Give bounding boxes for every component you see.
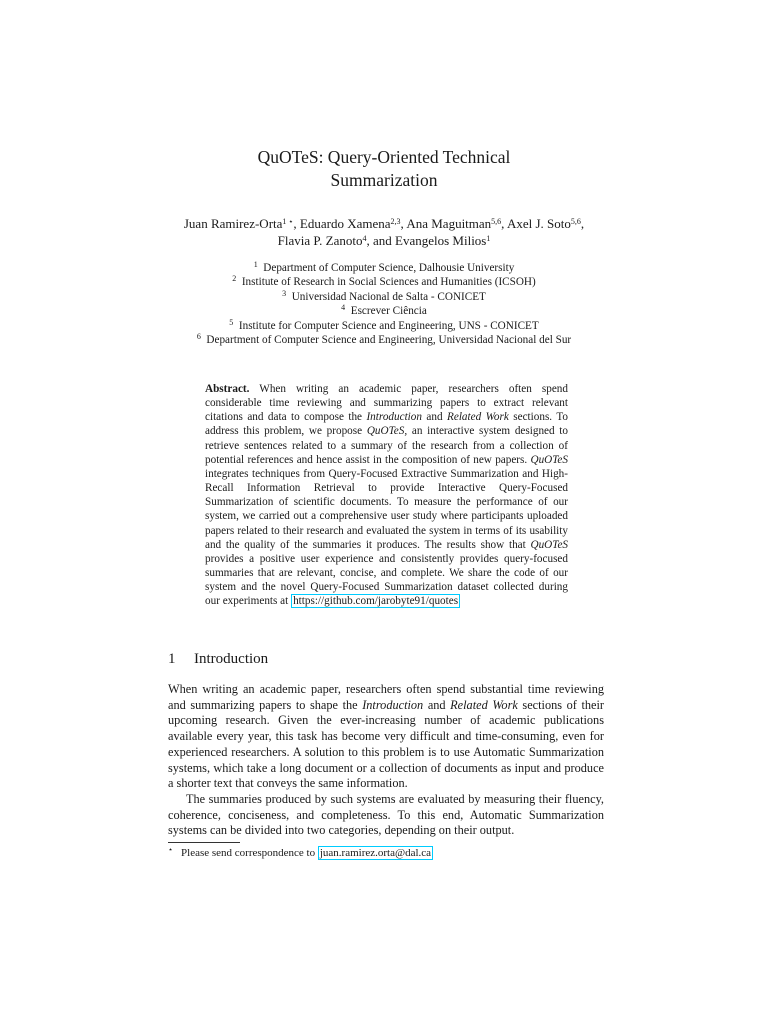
footnote (168, 846, 433, 860)
author-name: Eduardo Xamena (299, 216, 391, 231)
title-line-1: QuOTeS: Query-Oriented Technical (257, 147, 511, 167)
section-heading-introduction (168, 649, 268, 669)
affiliation-list (120, 261, 648, 347)
author-name: Flavia P. Zanoto (277, 233, 363, 248)
author-affil-sup: 1 (486, 234, 491, 243)
affiliation-item: $^6$ Department of Computer Science and Engineering, Universidad Nacional del Sur (196, 332, 572, 347)
abstract: Abstract. When writing an academic paper, researchers often spend considerable time reviewing and summarizing papers to extract relevant citations and data to compose the Introduction and Related Work sections. To address this problem, we propose QuOTeS, an interactive system designed to retrieve sentences related to a summary of the research from a collection of potential references and hence assist in the composition of new papers. QuOTeS integrates techniques from Query-Focused Extractive Summarization and High-Recall Information Retrieval to provide Interactive Query-Focused Summarization of scientific documents. To measure the performance of our system, we carried out a comprehensive user study where participants uploaded papers related to their research and evaluated the system in terms of its usability and the quality of the summaries it produces. The results show that QuOTeS provides a positive user experience and consistently provides query-focused summaries that are relevant, concise, and complete. We share the code of our system and the novel Query-Focused Summarization dataset collected during our experiments at https://github.com/jarobyte91/quotes (205, 383, 569, 608)
author-list (160, 215, 608, 249)
author-line-1: Juan Ramirez-Orta$^{1 ⋆}$, Eduardo Xamena$^{2,3}$, Ana Maguitman$^{5,6}$, Axel J. Soto$^{5,6}$, (183, 216, 585, 231)
affiliation-item: $^3$ Universidad Nacional de Salta - CONICET (282, 288, 486, 303)
author-connector: and (372, 233, 392, 248)
affiliation-item: $^1$ Department of Computer Science, Dalhousie University (253, 260, 515, 274)
section-number: 1 (168, 651, 176, 667)
affiliation-item: $^5$ Institute for Computer Science and Engineering, UNS - CONICET (229, 317, 539, 332)
author-name: Juan Ramirez-Orta (183, 216, 283, 231)
author-line-2: Flavia P. Zanoto$^4$, and Evangelos Milios$^1$ (277, 233, 491, 248)
paragraph: The summaries produced by such systems are evaluated by measuring their fluency, coherence, conciseness, and completeness. To this end, Automatic Summarization systems can be divided into two categories, depending on their output. (168, 791, 604, 838)
corresponding-marker: ⋆ (288, 217, 294, 226)
email-link[interactable]: juan.ramirez.orta@dal.ca (319, 847, 432, 859)
title-line-2: Summarization (330, 170, 438, 190)
footnote-text: Please send correspondence to (181, 847, 316, 859)
author-name: Ana Maguitman (406, 216, 492, 231)
author-name: Axel J. Soto (506, 216, 571, 231)
affiliation-item: $^2$ Institute of Research in Social Sciences and Humanities (ICSOH) (232, 274, 536, 289)
introduction-body (168, 682, 604, 839)
footnote-rule (168, 842, 240, 843)
affiliation-item: $^4$ Escrever Ciência (341, 303, 427, 318)
author-name: Evangelos Milios (395, 233, 487, 248)
github-link[interactable]: https://github.com/jarobyte91/quotes (293, 595, 459, 608)
paragraph: When writing an academic paper, researchers often spend substantial time reviewing and summarizing papers to shape the Introduction and Related Work sections of their upcoming research. Given the ever-increasing number of academic publications available every year, this task has become very difficult and time-consuming, even for experienced researchers. A solution to this problem is to use Automatic Summarization systems, which take a long document or a collection of documents as input and produce a shorter text that conveys the same information. (168, 682, 604, 791)
author-affil-sup: 5,6 (570, 217, 581, 226)
author-affil-sup: 5,6 (491, 217, 502, 226)
paper-title (150, 146, 618, 192)
author-affil-sup: 1 ⋆ (282, 217, 294, 226)
abstract-label: Abstract. (205, 383, 250, 395)
footnote-marker: ⋆ (168, 845, 174, 854)
author-affil-sup: 4 (362, 234, 367, 243)
author-affil-sup: 2,3 (390, 217, 401, 226)
section-title: Introduction (194, 651, 269, 667)
